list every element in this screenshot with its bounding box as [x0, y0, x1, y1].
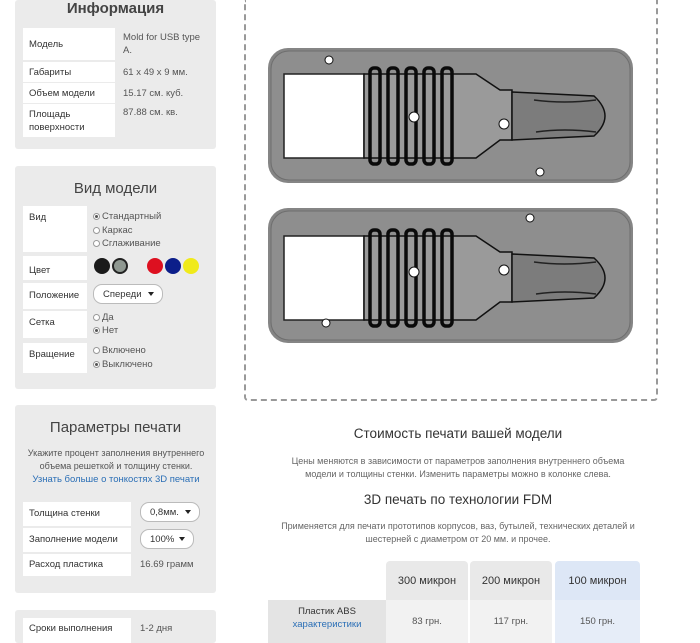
- model-viewer[interactable]: [244, 0, 658, 401]
- info-label: Габариты: [23, 62, 115, 82]
- color-swatch-yellow[interactable]: [183, 258, 199, 274]
- price-200[interactable]: 117 грн.: [470, 600, 552, 643]
- chevron-down-icon: [148, 292, 154, 296]
- material-cell: [268, 600, 386, 643]
- price-table: [268, 561, 640, 643]
- rotation-option-off[interactable]: Выключено: [93, 359, 153, 370]
- rotation-label: Вращение: [23, 343, 87, 373]
- chevron-down-icon: [179, 537, 185, 541]
- wall-thickness-value: 0,8мм.: [150, 506, 179, 518]
- usage-label: Расход пластика: [23, 554, 131, 576]
- grid-option-yes[interactable]: Да: [93, 312, 114, 323]
- print-params-link[interactable]: Узнать больше о тонкостях 3D печати: [32, 474, 200, 485]
- info-row-area: [23, 104, 209, 137]
- fill-select[interactable]: [140, 529, 194, 549]
- radio-icon: [93, 327, 100, 334]
- position-label: Положение: [23, 283, 87, 309]
- info-label: Объем модели: [23, 83, 115, 103]
- info-row-size: [23, 62, 209, 82]
- grid-label: Сетка: [23, 311, 87, 338]
- view-title: Вид модели: [73, 180, 158, 197]
- terms-value: 1-2 дня: [140, 623, 173, 634]
- view-mode-label: Вид: [23, 206, 87, 252]
- info-row-model: [23, 28, 209, 60]
- wall-thickness-select[interactable]: [140, 502, 200, 522]
- info-label: Модель: [23, 28, 115, 60]
- grid-option-no[interactable]: Нет: [93, 325, 118, 336]
- view-mode-wireframe[interactable]: Каркас: [93, 225, 133, 236]
- info-value: 15.17 см. куб.: [123, 87, 184, 99]
- print-params-title: Параметры печати: [49, 419, 182, 436]
- chevron-down-icon: [185, 510, 191, 514]
- column-header-200: 200 микрон: [470, 561, 552, 600]
- color-swatch-blue[interactable]: [165, 258, 181, 274]
- tech-heading: 3D печать по технологии FDM: [363, 492, 553, 507]
- column-header-100: 100 микрон: [555, 561, 640, 600]
- model-render: [244, 0, 658, 401]
- info-value: Mold for USB type A.: [123, 32, 201, 56]
- material-link[interactable]: характеристики: [292, 619, 362, 630]
- color-swatch-gray[interactable]: [112, 258, 128, 274]
- price-100[interactable]: 150 грн.: [555, 600, 640, 643]
- info-value: 87.88 см. кв.: [123, 106, 178, 118]
- radio-icon: [93, 361, 100, 368]
- color-swatch-red[interactable]: [147, 258, 163, 274]
- color-label: Цвет: [23, 256, 87, 280]
- terms-label: Сроки выполнения: [23, 618, 131, 643]
- print-params-description: Укажите процент заполнения внутреннего объема решеткой и толщину стенки.: [27, 448, 205, 471]
- radio-icon: [93, 347, 100, 354]
- position-select[interactable]: [93, 284, 163, 304]
- view-mode-standard[interactable]: Стандартный: [93, 211, 161, 222]
- usage-value: 16.69 грамм: [140, 559, 194, 570]
- info-label: Площадь поверхности: [23, 104, 115, 137]
- view-mode-smooth[interactable]: Сглаживание: [93, 238, 161, 249]
- radio-icon: [93, 314, 100, 321]
- tech-description: Применяется для печати прототипов корпусов, ваз, бутылей, технических деталей и шестерней с диаметром от 20 мм. и прочее.: [281, 521, 635, 544]
- radio-icon: [93, 227, 100, 234]
- info-row-volume: [23, 83, 209, 103]
- mold-half-top: [268, 48, 633, 183]
- price-300[interactable]: 83 грн.: [386, 600, 468, 643]
- info-title: Информация: [66, 0, 165, 17]
- column-header-300: 300 микрон: [386, 561, 468, 600]
- info-value: 61 x 49 x 9 мм.: [123, 66, 188, 78]
- radio-icon: [93, 240, 100, 247]
- position-select-value: Спереди: [103, 288, 142, 300]
- radio-icon: [93, 213, 100, 220]
- cost-heading: Стоимость печати вашей модели: [353, 426, 563, 441]
- cost-description: Цены меняются в зависимости от параметров заполнения внутреннего объема модели и толщины стенки. Изменить параметры можно в колонке слева.: [291, 456, 625, 479]
- color-swatch-black[interactable]: [94, 258, 110, 274]
- mold-half-bottom: [268, 208, 633, 343]
- material-name: Пластик ABS: [298, 606, 356, 617]
- fill-label: Заполнение модели: [23, 528, 131, 552]
- wall-thickness-label: Толщина стенки: [23, 502, 131, 526]
- fill-value: 100%: [150, 533, 175, 545]
- rotation-option-on[interactable]: Включено: [93, 345, 146, 356]
